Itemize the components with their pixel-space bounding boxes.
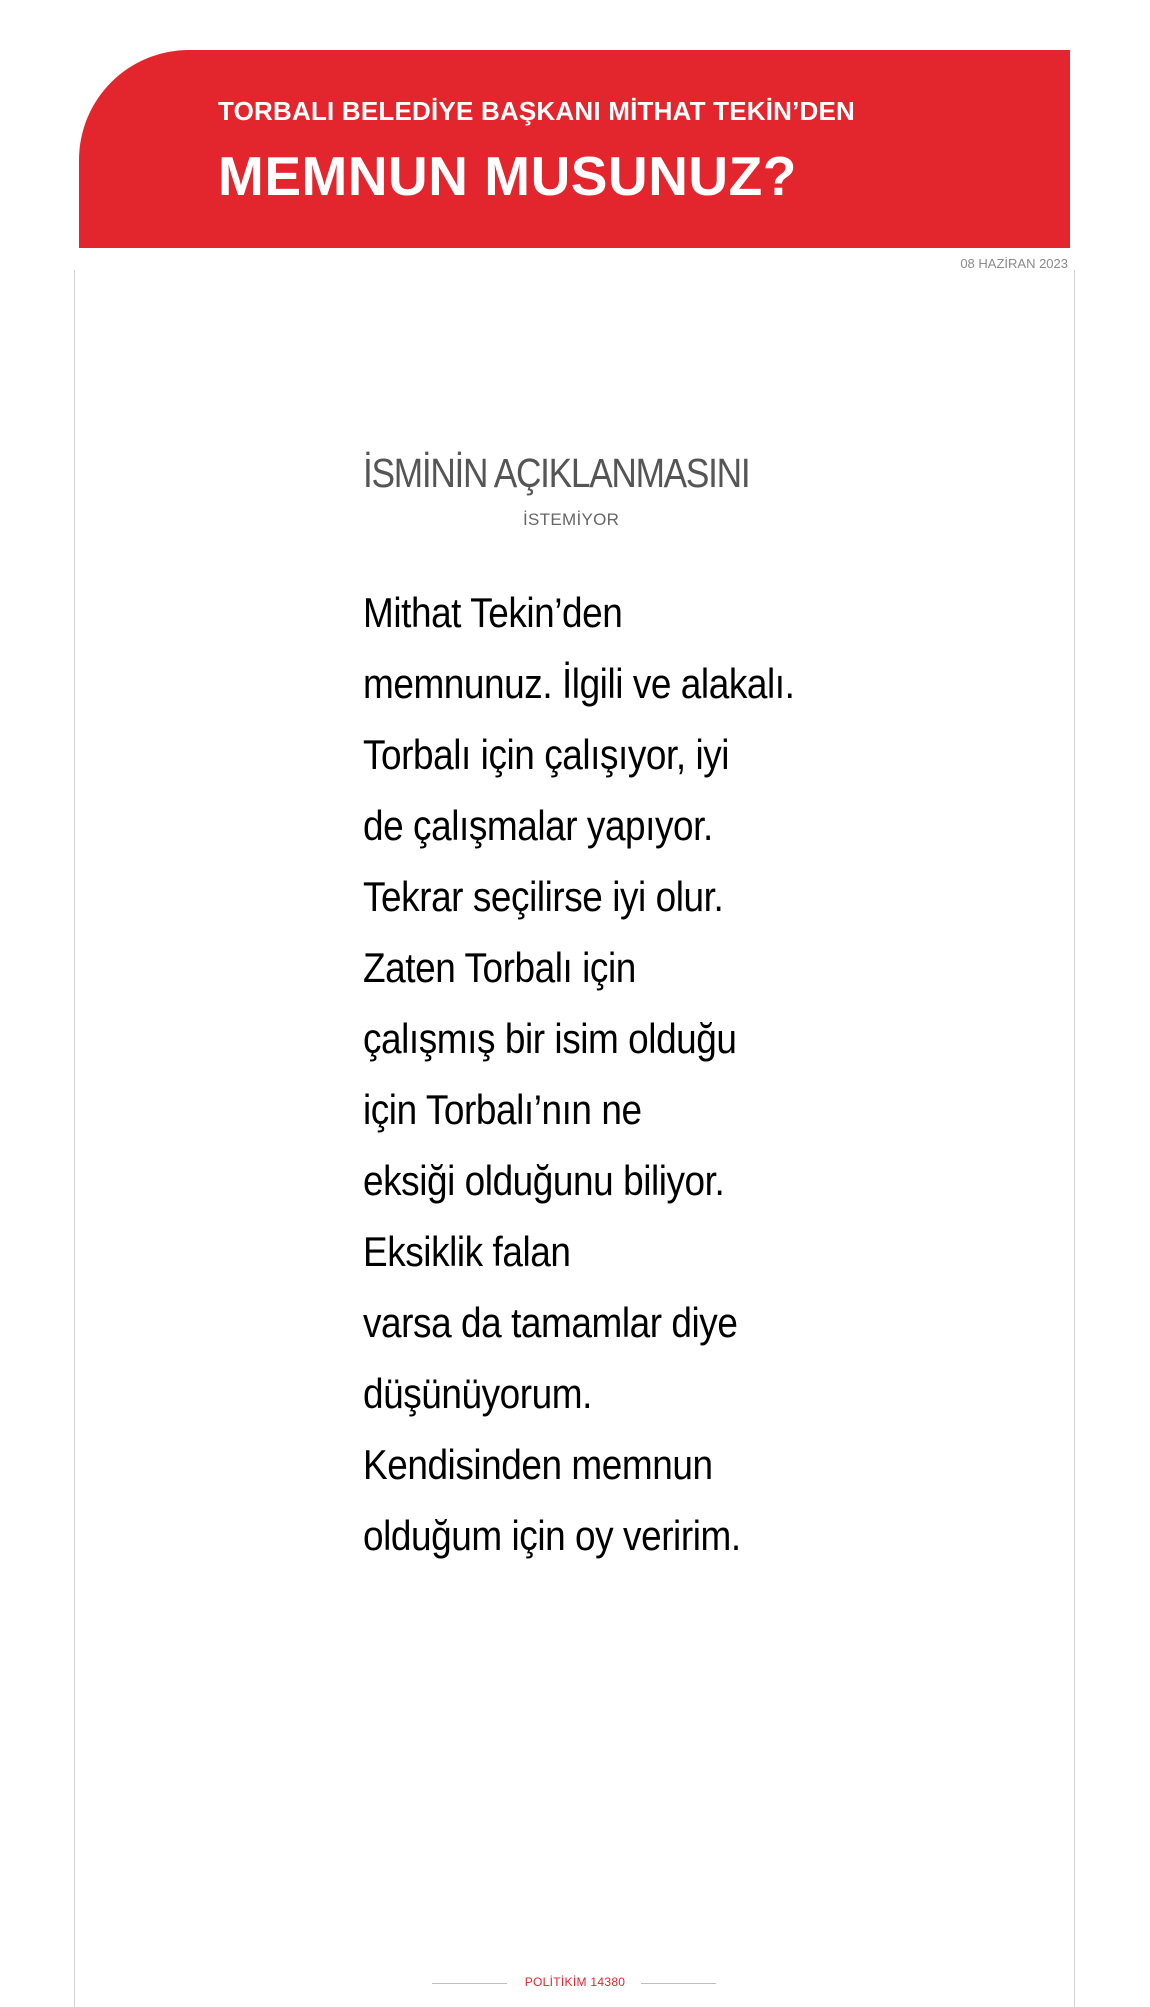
quote-line: için Torbalı’nın ne bbox=[363, 1086, 642, 1133]
quote-line: varsa da tamamlar diye bbox=[363, 1299, 738, 1346]
header-banner bbox=[79, 50, 1070, 248]
quote-line: Torbalı için çalışıyor, iyi bbox=[363, 731, 730, 778]
quote-line: Kendisinden memnun bbox=[363, 1441, 713, 1488]
quote-line: olduğum için oy veririm. bbox=[363, 1512, 741, 1559]
frame-left-border bbox=[74, 270, 75, 2007]
publish-date: 08 HAZİRAN 2023 bbox=[960, 256, 1068, 271]
quote-line: Tekrar seçilirse iyi olur. bbox=[363, 873, 724, 920]
quote-line: Mithat Tekin’den bbox=[363, 589, 623, 636]
quote-line: Eksiklik falan bbox=[363, 1228, 571, 1275]
header-kicker: TORBALI BELEDİYE BAŞKANI MİTHAT TEKİN’DEN bbox=[218, 96, 856, 126]
quote-line: eksiği olduğunu biliyor. bbox=[363, 1157, 725, 1204]
quote-line: çalışmış bir isim olduğu bbox=[363, 1015, 737, 1062]
page-title: MEMNUN MUSUNUZ? bbox=[218, 145, 797, 207]
frame-right-border bbox=[1074, 270, 1075, 2007]
respondent-name: İSMİNİN AÇIKLANMASINI bbox=[363, 450, 750, 496]
quote-line: Zaten Torbalı için bbox=[363, 944, 636, 991]
footer-label: POLİTİKİM 14380 bbox=[524, 1975, 626, 1989]
quote-line: de çalışmalar yapıyor. bbox=[363, 802, 713, 849]
respondent-note: İSTEMİYOR bbox=[523, 510, 620, 529]
quote-line: düşünüyorum. bbox=[363, 1370, 592, 1417]
quote-body bbox=[363, 577, 923, 1571]
quote-line: memnunuz. İlgili ve alakalı. bbox=[363, 660, 795, 707]
